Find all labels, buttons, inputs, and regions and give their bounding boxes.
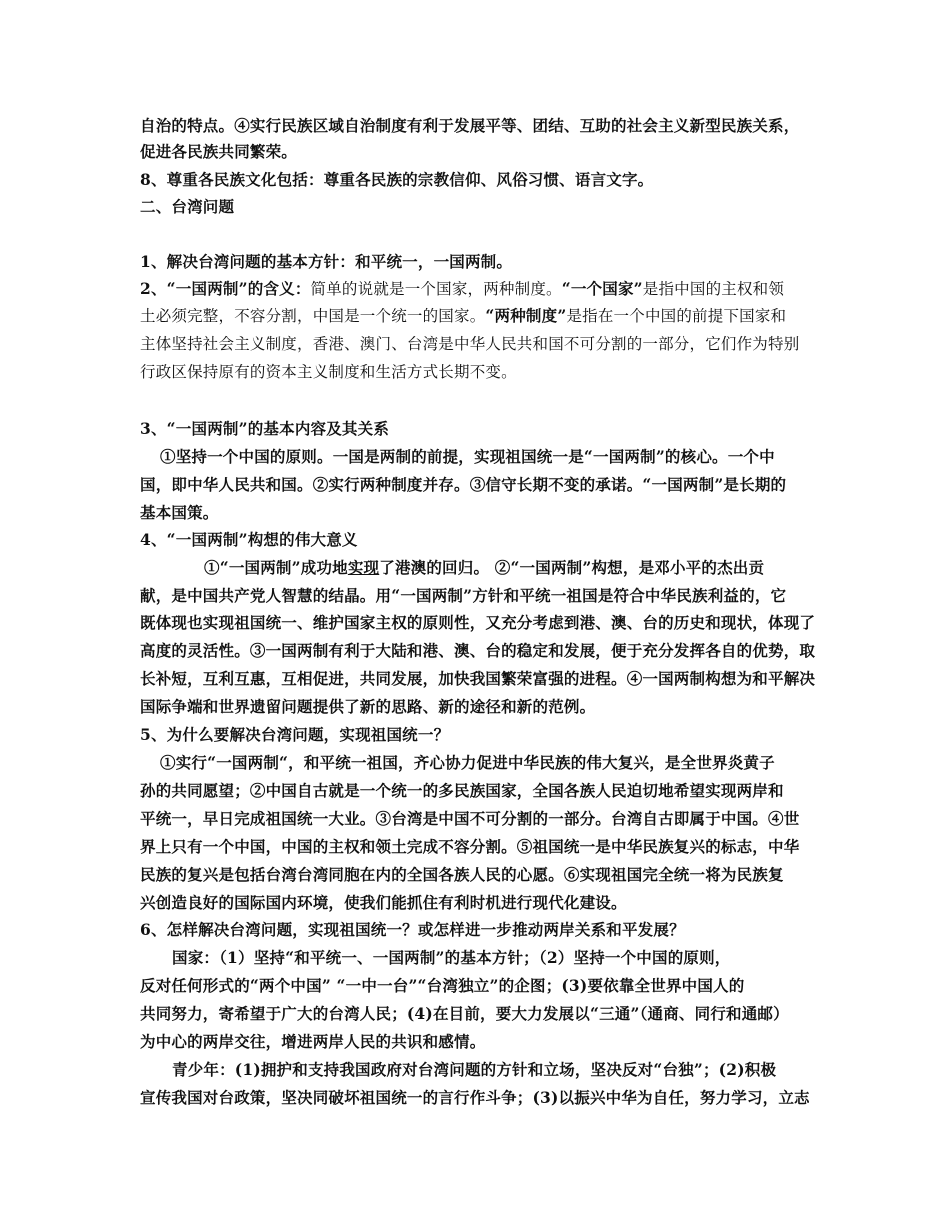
text-line: 平统一，早日完成祖国统一大业。③台湾是中国不可分割的一部分。台湾自古即属于中国。④世 — [140, 809, 800, 828]
text-span: 简单的说就是一个国家，两种制度。 — [310, 280, 562, 298]
text-span: 2、“一国两制”的含义： — [140, 279, 311, 298]
text-line: 6、怎样解决台湾问题，实现祖国统一？或怎样进一步推动两岸关系和平发展？ — [140, 920, 685, 939]
text-line — [204, 557, 884, 579]
text-line: ①实行“一国两制“，和平统一祖国，齐心协力促进中华民族的伟大复兴，是全世界炎黄子 — [160, 753, 775, 772]
text-line: 长补短，互利互惠，互相促进，共同发展，加快我国繁荣富强的进程。④一国两制构想为和平解决 — [140, 669, 816, 688]
text-line: 主体坚持社会主义制度，香港、澳门、台湾是中华人民共和国不可分割的一部分，它们作为特别 — [140, 335, 800, 353]
text-line: 自治的特点。④实行民族区域自治制度有利于发展平等、团结、互助的社会主义新型民族关系， — [140, 116, 800, 135]
text-line: 孙的共同愿望；②中国自古就是一个统一的多民族国家，全国各族人民迫切地希望实现两岸和 — [140, 781, 784, 800]
text-span: “两种制度” — [485, 306, 567, 325]
text-span: 土必须完整，不容分割，中国是一个统一的国家。 — [140, 307, 486, 325]
text-line: 国际争端和世界遗留问题提供了新的思路、新的途径和新的范例。 — [140, 697, 596, 716]
text-line: 国家：（1）坚持“和平统一、一国两制”的基本方针；（2）坚持一个中国的原则， — [172, 948, 731, 967]
text-line: 民族的复兴是包括台湾台湾同胞在内的全国各族人民的心愿。⑥实现祖国完全统一将为民族复 — [140, 865, 784, 884]
text-line: 献，是中国共产党人智慧的结晶。用“一国两制”方针和平统一祖国是符合中华民族利益的，它 — [140, 586, 787, 605]
text-line: 5、为什么要解决台湾问题，实现祖国统一？ — [140, 725, 450, 744]
text-line: 行政区保持原有的资本主义制度和生活方式长期不变。 — [140, 363, 517, 381]
text-line: 4、“一国两制”构想的伟大意义 — [140, 530, 358, 549]
text-line: 既体现也实现祖国统一、维护国家主权的原则性，又充分考虑到港、澳、台的历史和现状，体现了 — [140, 613, 816, 632]
text-span: “一个国家” — [561, 279, 643, 298]
text-line: 基本国策。 — [140, 503, 219, 522]
text-line: 青少年：(1)拥护和支持我国政府对台湾问题的方针和立场，坚决反对“台独”；(2)积极 — [172, 1060, 777, 1079]
text-line — [140, 305, 820, 327]
text-line: 反对任何形式的“两个中国” “一中一台”“台湾独立”的企图；(3)要依靠全世界中国人的 — [140, 976, 745, 995]
text-span: 实现 — [347, 558, 380, 577]
text-span: ①“一国两制”成功地 — [204, 558, 348, 577]
text-line: 1、解决台湾问题的基本方针：和平统一，一国两制。 — [140, 252, 513, 271]
text-line: ①坚持一个中国的原则。一国是两制的前提，实现祖国统一是“一国两制”的核心。一个中 — [160, 447, 775, 466]
text-line: 高度的灵活性。③一国两制有利于大陆和港、澳、台的稳定和发展，便于充分发挥各自的优势，取 — [140, 641, 816, 660]
text-line: 促进各民族共同繁荣。 — [140, 142, 298, 161]
text-line: 兴创造良好的国际国内环境，使我们能抓住有利时机进行现代化建设。 — [140, 893, 627, 912]
text-line — [140, 278, 820, 300]
text-span: 了港澳的回归。 ②“一国两制”构想，是邓小平的杰出贡 — [379, 558, 765, 577]
text-line: 共同努力，寄希望于广大的台湾人民；(4)在目前，要大力发展以“三通”（通商、同行和通邮） — [140, 1004, 789, 1023]
text-line: 为中心的两岸交往，增进两岸人民的共识和感情。 — [140, 1032, 486, 1051]
text-line: 3、“一国两制”的基本内容及其关系 — [140, 419, 390, 438]
text-line: 宣传我国对台政策，坚决同破坏祖国统一的言行作斗争；(3)以振兴中华为自任，努力学习，立志 — [140, 1088, 810, 1107]
text-span: 是指中国的主权和领 — [642, 280, 785, 298]
text-span: 是指在一个中国的前提下国家和 — [566, 307, 787, 325]
text-line: 8、尊重各民族文化包括：尊重各民族的宗教信仰、风俗习惯、语言文字。 — [140, 170, 654, 189]
text-line: 界上只有一个中国，中国的主权和领土完成不容分割。⑤祖国统一是中华民族复兴的标志，中华 — [140, 837, 800, 856]
text-line: 国，即中华人民共和国。②实行两种制度并存。③信守长期不变的承诺。“一国两制”是长期的 — [140, 475, 787, 494]
section-heading: 二、台湾问题 — [140, 197, 235, 216]
